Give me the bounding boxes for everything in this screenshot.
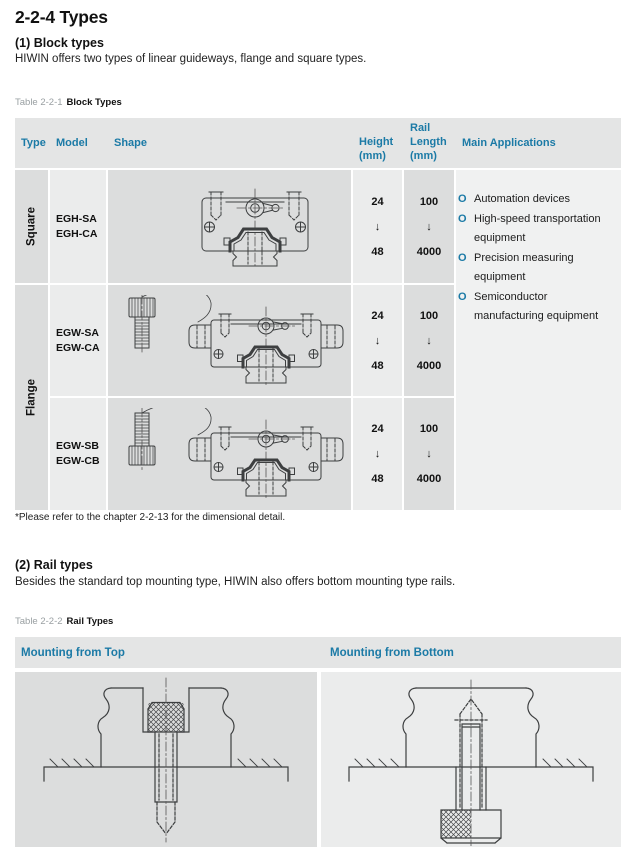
- application-text: Semiconductor manufacturing equipment: [474, 290, 599, 322]
- rail-types-heading: (2) Rail types: [15, 558, 93, 572]
- block-types-intro: HIWIN offers two types of linear guideways, flange and square types.: [15, 53, 367, 65]
- col-header-shape: Shape: [114, 137, 148, 149]
- shape-cell-flange-top: [108, 285, 351, 396]
- model-egh: [50, 170, 106, 283]
- range-arrow-icon: ↓: [426, 334, 432, 347]
- block-table-body: [15, 170, 621, 510]
- model-egw-sb: [50, 398, 106, 510]
- model-egw-sb-line1: EGW-SB: [56, 440, 99, 452]
- circle-bullet-icon: O: [458, 290, 467, 303]
- table2-caption-label: Table 2-2-2: [15, 616, 63, 627]
- rail-top-mount-drawing: [16, 672, 316, 846]
- block-types-table: [15, 118, 621, 510]
- table1-caption-title: Block Types: [66, 97, 122, 108]
- table1-caption: [15, 97, 122, 108]
- rail-min: 100: [419, 309, 439, 322]
- circle-bullet-icon: O: [458, 251, 467, 264]
- model-egw-sa-line1: EGW-SA: [56, 326, 99, 339]
- circle-bullet-icon: O: [458, 212, 467, 225]
- application-item: [458, 210, 615, 249]
- col-header-mounting-bottom: Mounting from Bottom: [330, 646, 454, 659]
- model-egh-ca: EGH-CA: [56, 227, 98, 240]
- range-arrow-icon: ↓: [374, 220, 381, 233]
- rail-max: 4000: [416, 473, 442, 485]
- type-label-square: Square: [15, 170, 48, 283]
- shape-cell-flange-bottom: [108, 398, 351, 510]
- range-arrow-icon: ↓: [426, 448, 432, 460]
- rail-min: 100: [419, 423, 439, 435]
- model-egw-sa: [50, 285, 106, 396]
- col-header-type: Type: [21, 137, 46, 149]
- col-header-rail-line2: Length: [410, 136, 447, 148]
- application-item: [458, 249, 615, 288]
- table1-caption-label: Table 2-2-1: [15, 97, 63, 108]
- application-text: Precision measuring equipment: [474, 251, 574, 283]
- flange-block-top-mount-drawing: [115, 295, 345, 387]
- rail-types-intro: Besides the standard top mounting type, HIWIN also offers bottom mounting type rails.: [15, 576, 456, 588]
- col-header-rail-length: [404, 118, 454, 168]
- height-cell-row2: [353, 285, 402, 396]
- page-title: 2-2-4 Types: [15, 7, 108, 27]
- application-item: [458, 190, 615, 210]
- table2-caption: [15, 616, 113, 627]
- mounting-top-panel: [15, 672, 317, 847]
- col-header-mounting-top: Mounting from Top: [21, 646, 125, 659]
- application-item: [458, 288, 615, 327]
- col-header-rail-line3: (mm): [410, 150, 437, 162]
- rail-length-cell-row2: [404, 285, 454, 396]
- square-block-drawing: [199, 187, 311, 267]
- footnote: *Please refer to the chapter 2-2-13 for the dimensional detail.: [15, 512, 286, 523]
- rail-max: 4000: [416, 359, 442, 372]
- rail-table-header: [15, 637, 621, 668]
- table2-caption-title: Rail Types: [66, 616, 114, 627]
- circle-bullet-icon: O: [458, 193, 467, 205]
- col-header-model: Model: [56, 137, 88, 149]
- main-applications-cell: [456, 170, 621, 510]
- col-header-height: [353, 118, 402, 168]
- range-arrow-icon: ↓: [426, 220, 432, 233]
- height-max: 48: [371, 473, 384, 485]
- application-text: Automation devices: [474, 193, 570, 205]
- rail-bottom-mount-drawing: [321, 672, 621, 846]
- rail-length-cell-row1: [404, 170, 454, 283]
- type-label-flange: Flange: [15, 285, 48, 510]
- rail-max: 4000: [416, 245, 442, 258]
- height-min: 24: [371, 309, 384, 322]
- height-cell-row3: [353, 398, 402, 510]
- rail-min: 100: [419, 195, 439, 208]
- block-types-heading: (1) Block types: [15, 36, 104, 50]
- range-arrow-icon: ↓: [374, 334, 381, 347]
- height-max: 48: [371, 245, 384, 258]
- rail-length-cell-row3: [404, 398, 454, 510]
- flange-block-bottom-mount-drawing: [115, 408, 345, 500]
- height-cell-row1: [353, 170, 402, 283]
- col-header-height-line1: Height: [359, 136, 394, 148]
- col-header-height-line2: (mm): [359, 150, 386, 162]
- range-arrow-icon: ↓: [374, 448, 381, 460]
- application-text: High-speed transportation equipment: [474, 212, 601, 244]
- shape-cell-square: [108, 170, 351, 283]
- block-table-header: [15, 118, 621, 168]
- height-min: 24: [371, 195, 384, 208]
- model-egw-cb-line2: EGW-CB: [56, 455, 100, 467]
- height-min: 24: [371, 423, 384, 435]
- model-egh-sa: EGH-SA: [56, 212, 97, 225]
- model-egw-ca-line2: EGW-CA: [56, 341, 100, 354]
- col-header-main-applications: Main Applications: [462, 137, 556, 149]
- height-max: 48: [371, 359, 384, 372]
- mounting-bottom-panel: [321, 672, 621, 847]
- col-header-rail-line1: Rail: [410, 122, 431, 134]
